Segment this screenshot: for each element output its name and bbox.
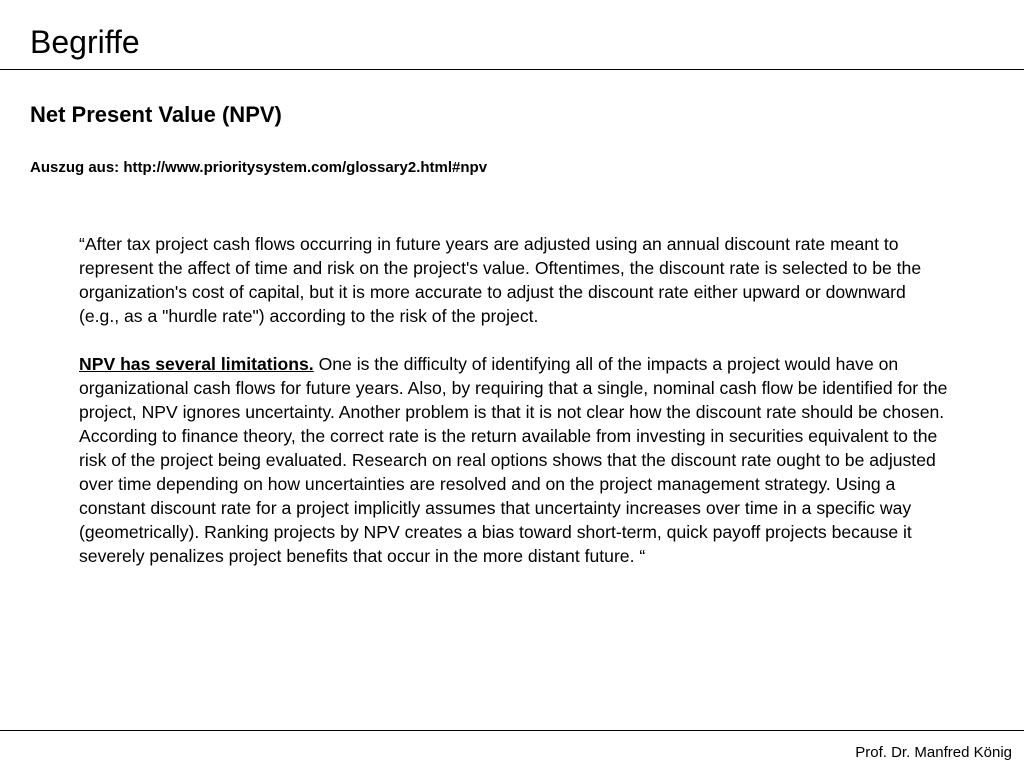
- limitations-label: NPV has several limitations.: [79, 354, 314, 374]
- title-divider: [0, 69, 1024, 70]
- quote-block: [79, 232, 949, 568]
- quote-paragraph-2: [79, 352, 949, 568]
- quote-paragraph-1: “After tax project cash flows occurring in future years are adjusted using an annual discount rate meant to represent the affect of time and risk on the project's value. Oftentimes, the discount rate is selected to be the organization's cost of capital, but it is more accurate to adjust the discount rate either upward or downward (e.g., as a "hurdle rate") according to the risk of the project.: [79, 234, 922, 326]
- quote-paragraph-2-text: One is the difficulty of identifying all of the impacts a project would have on organizational cash flows for future years. Also, by requiring that a single, nominal cash flow be identified for the project, NPV ignores uncertainty. Another problem is that it is not clear how the discount rate should be chosen. According to finance theory, the correct rate is the return available from investing in securities equivalent to the risk of the project being evaluated. Research on real options shows that the discount rate ought to be adjusted over time depending on how uncertainties are resolved and on the project management strategy. Using a constant discount rate for a project implicitly assumes that uncertainty increases over time in a specific way (geometrically). Ranking projects by NPV creates a bias toward short-term, quick payoff projects because it severely penalizes project benefits that occur in the more distant future. “: [79, 354, 948, 566]
- section-heading: Net Present Value (NPV): [30, 102, 282, 127]
- footer-author: Prof. Dr. Manfred König: [855, 744, 1012, 761]
- source-reference: Auszug aus: http://www.prioritysystem.com/glossary2.html#npv: [30, 159, 488, 176]
- slide-title: Begriffe: [30, 24, 140, 60]
- footer-divider: [0, 730, 1024, 731]
